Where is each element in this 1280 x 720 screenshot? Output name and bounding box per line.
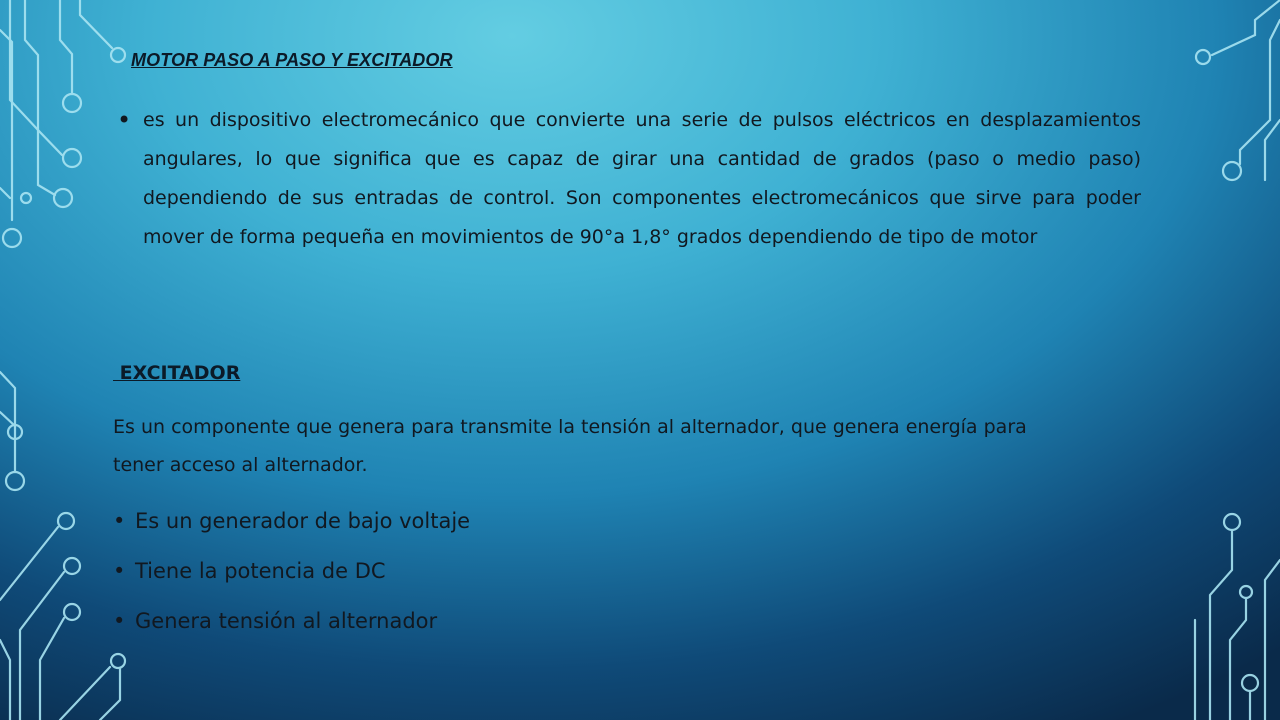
bullet-icon: •: [113, 609, 126, 633]
list-item: • Es un generador de bajo voltaje: [113, 496, 470, 546]
list-item: • Tiene la potencia de DC: [113, 546, 470, 596]
excitador-description: Es un componente que genera para transmite la tensión al alternador, que genera energía para tener acceso al alternador.: [113, 416, 1027, 476]
bullet-icon: •: [117, 106, 132, 134]
slide-title: MOTOR PASO A PASO Y EXCITADOR: [131, 50, 453, 70]
intro-bullet: [117, 101, 1141, 257]
bullet-icon: •: [113, 509, 126, 533]
excitador-heading: EXCITADOR: [113, 362, 241, 384]
bullet-icon: •: [113, 559, 126, 583]
excitador-list: [113, 496, 470, 646]
list-item: • Genera tensión al alternador: [113, 596, 470, 646]
intro-paragraph: es un dispositivo electromecánico que convierte una serie de pulsos eléctricos en desplazamientos angulares, lo que significa que es capaz de girar una cantidad de grados (paso o medio paso) dependiendo de sus entradas de control. Son componentes electromecánicos que sirve para poder mover de forma pequeña en movimientos de 90°a 1,8° grados dependiendo de tipo de motor: [143, 109, 1141, 248]
